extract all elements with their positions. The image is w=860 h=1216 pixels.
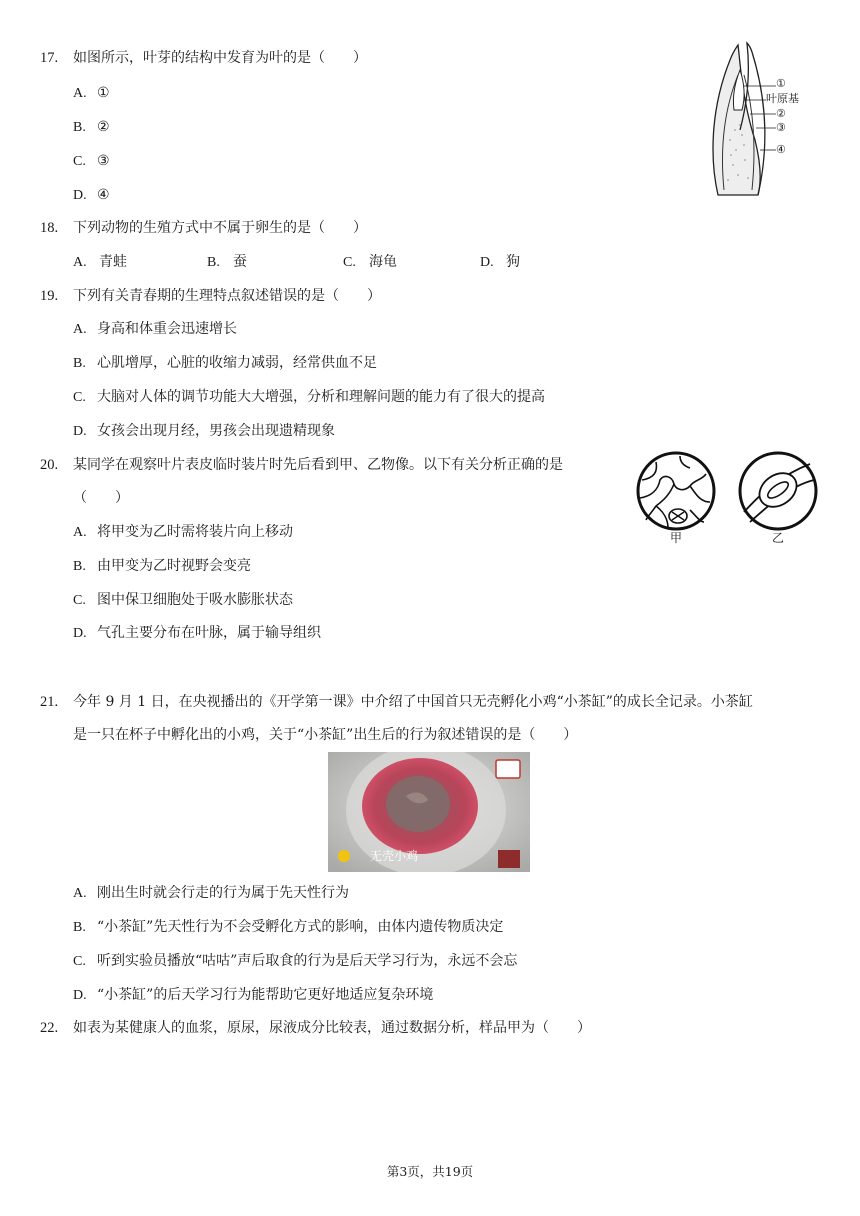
option-c[interactable]: C. 海龟	[343, 254, 397, 270]
option-c[interactable]: C. 听到实验员播放“咕咕”声后取食的行为是后天学习行为，永远不会忘	[73, 953, 518, 969]
photo-caption: 无壳小鸡	[370, 849, 419, 863]
option-d[interactable]: D. ④	[73, 187, 110, 203]
question-number: 17.	[40, 50, 59, 66]
label-leaf-primordium: 叶原基	[766, 92, 799, 105]
option-d[interactable]: D. 气孔主要分布在叶脉，属于输导组织	[73, 625, 321, 641]
option-a[interactable]: A. 将甲变为乙时需将装片向上移动	[73, 524, 293, 540]
option-c[interactable]: C. 大脑对人体的调节功能大大增强，分析和理解问题的能力有了很大的提高	[73, 389, 545, 405]
label-jia: 甲	[670, 531, 683, 545]
microscope-views-diagram	[634, 450, 824, 550]
question-stem: 下列动物的生殖方式中不属于卵生的是（ ）	[73, 220, 367, 236]
option-b[interactable]: B. 由甲变为乙时视野会变亮	[73, 558, 251, 574]
option-b[interactable]: B. 蚕	[207, 254, 247, 270]
leaf-bud-diagram	[700, 40, 825, 200]
option-d[interactable]: D. 狗	[480, 254, 520, 270]
label-1: ①	[776, 77, 786, 90]
label-2: ②	[776, 107, 786, 120]
question-number: 19.	[40, 288, 59, 304]
question-stem: 如表为某健康人的血浆，原尿，尿液成分比较表，通过数据分析，样品甲为（ ）	[73, 1020, 591, 1036]
label-4: ④	[776, 143, 786, 156]
option-a[interactable]: A. 刚出生时就会行走的行为属于先天性行为	[73, 885, 349, 901]
option-a[interactable]: A. ①	[73, 85, 110, 101]
option-b[interactable]: B. ②	[73, 119, 110, 135]
option-c[interactable]: C. ③	[73, 153, 110, 169]
microscope-views-figure	[634, 450, 824, 550]
question-number: 21.	[40, 694, 59, 710]
question-number: 20.	[40, 457, 59, 473]
label-yi: 乙	[772, 531, 785, 545]
option-a[interactable]: A. 青蛙	[73, 254, 127, 270]
answer-bracket: （ ）	[73, 490, 129, 506]
option-d[interactable]: D. “小茶缸”的后天学习行为能帮助它更好地适应复杂环境	[73, 987, 434, 1003]
shellless-chick-photo	[328, 752, 530, 872]
photo-illustration	[328, 752, 530, 872]
option-c[interactable]: C. 图中保卫细胞处于吸水膨胀状态	[73, 592, 293, 608]
option-b[interactable]: B. 心肌增厚，心脏的收缩力减弱，经常供血不足	[73, 355, 377, 371]
question-stem: 下列有关青春期的生理特点叙述错误的是（ ）	[73, 288, 381, 304]
question-stem-continued: 是一只在杯子中孵化出的小鸡，关于“小茶缸”出生后的行为叙述错误的是（ ）	[73, 727, 578, 743]
question-number: 18.	[40, 220, 59, 236]
option-a[interactable]: A. 身高和体重会迅速增长	[73, 321, 237, 337]
leaf-bud-figure	[700, 40, 825, 200]
label-3: ③	[776, 121, 786, 134]
option-b[interactable]: B. “小茶缸”先天性行为不会受孵化方式的影响，由体内遗传物质决定	[73, 919, 504, 935]
question-stem: 今年 9 月 1 日，在央视播出的《开学第一课》中介绍了中国首只无壳孵化小鸡“小茶缸”的成长全记录。小茶缸	[73, 694, 753, 710]
question-stem: 某同学在观察叶片表皮临时装片时先后看到甲、乙物像。以下有关分析正确的是	[73, 457, 563, 473]
question-stem: 如图所示，叶芽的结构中发育为叶的是（ ）	[73, 50, 367, 66]
option-d[interactable]: D. 女孩会出现月经，男孩会出现遗精现象	[73, 423, 335, 439]
page-footer: 第3页，共19页	[386, 1164, 474, 1179]
question-number: 22.	[40, 1020, 59, 1036]
